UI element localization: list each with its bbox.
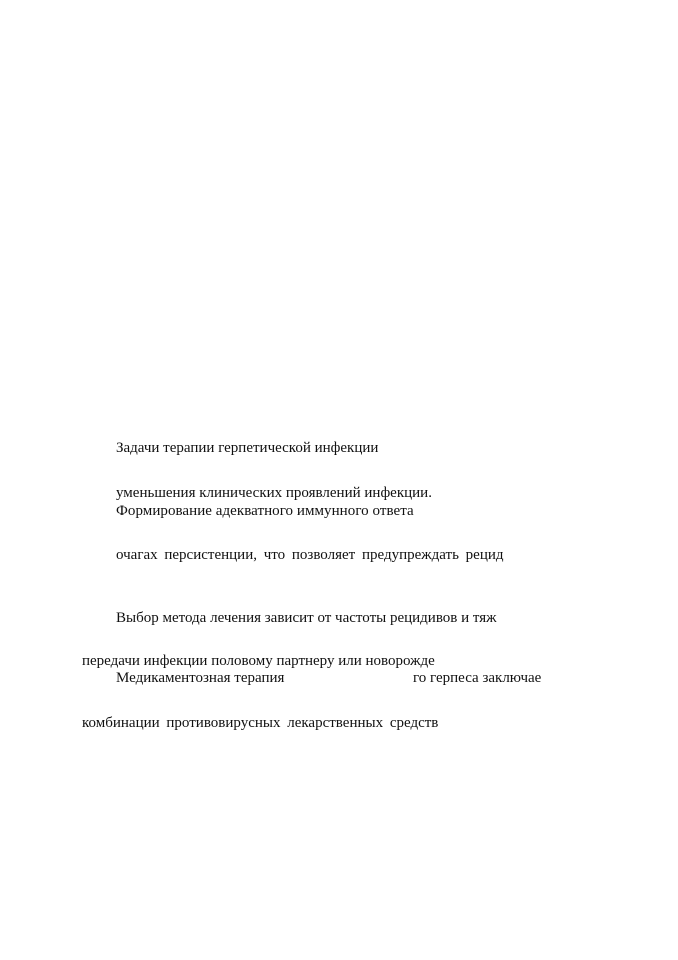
text-line: уменьшения клинических проявлений инфекции. [116,485,432,501]
text-line: комбинации противовирусных лекарственных средств [82,715,439,731]
text-line: Медикаментозная терапия [116,670,285,686]
section-heading: Задачи терапии герпетической инфекции [116,440,379,456]
text-line: очагах персистенции, что позволяет предупреждать рецид [116,547,504,563]
text-line: го герпеса заключае [413,670,542,686]
text-line: Выбор метода лечения зависит от частоты рецидивов и тяж [116,610,497,626]
text-line: Формирование адекватного иммунного ответа [116,503,414,519]
text-line: передачи инфекции половому партнеру или новорожде [82,653,435,669]
